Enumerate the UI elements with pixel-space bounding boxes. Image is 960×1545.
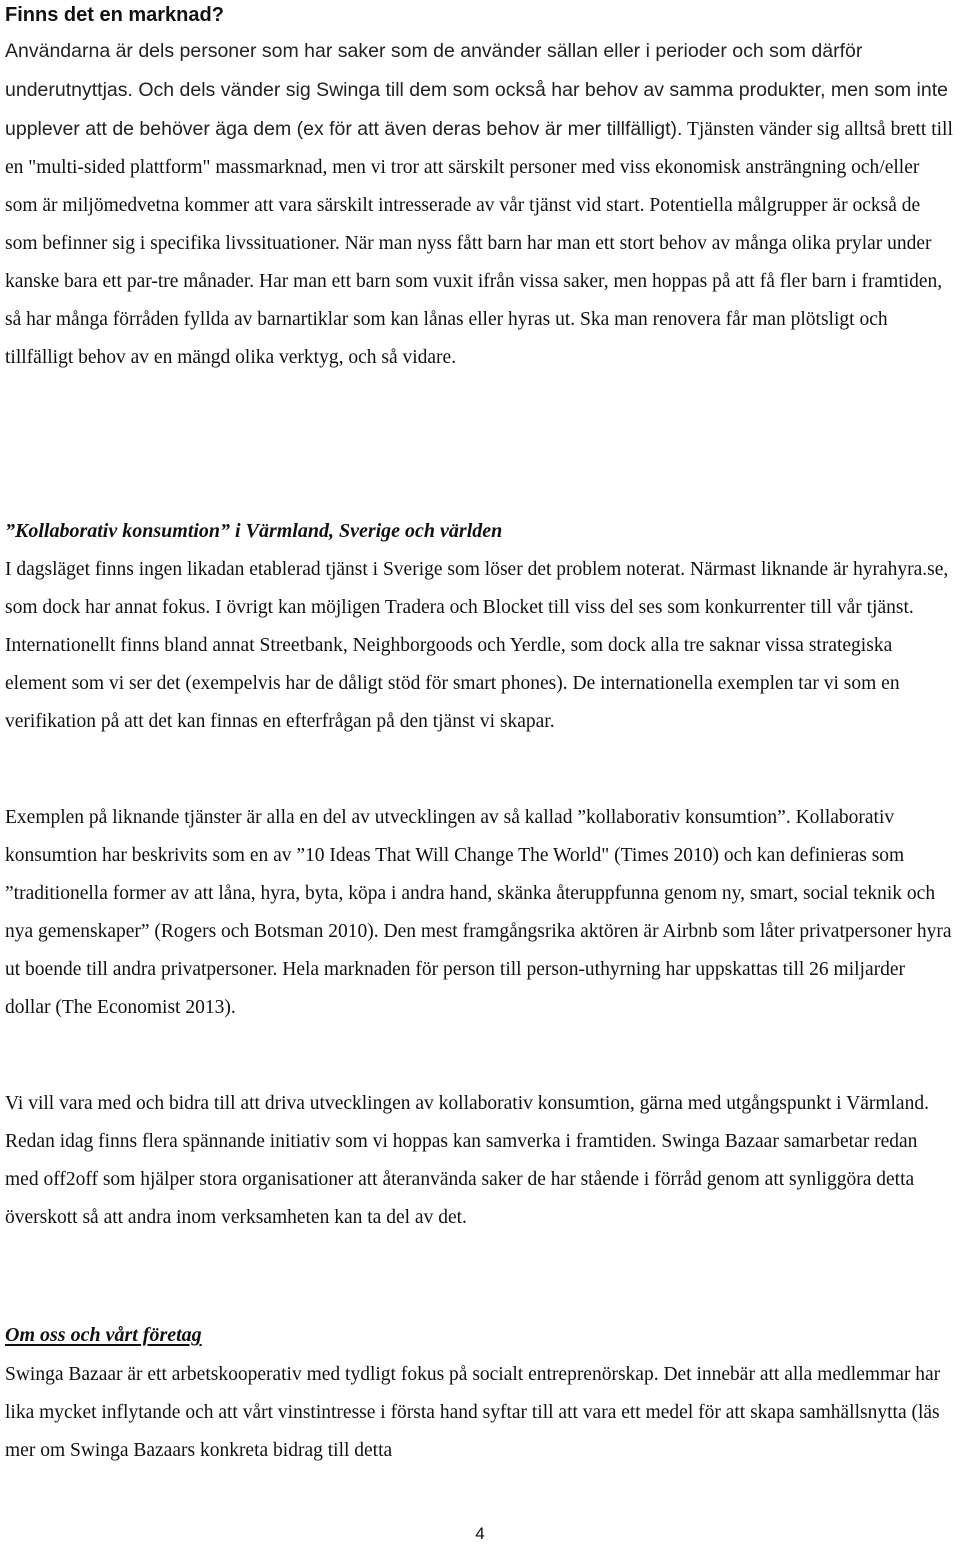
paragraph-market-intro: Användarna är dels personer som har saker som de använder sällan eller i perioder och som därför underutnyttjas. Och dels vänder sig Swinga till dem som också har behov av samma produkter, men som inte upplever att de behöver äga dem (ex för att även deras behov är mer tillfälligt). bbox=[5, 40, 948, 140]
paragraph-market-body: Tjänsten vänder sig alltså brett till en "multi-sided plattform" massmarknad, men vi tror att särskilt personer med viss ekonomisk ansträngning och/eller som är miljömedvetna kommer att vara särskilt intresserade av vår tjänst vid start. Potentiella målgrupper är också de som befinner sig i specifika livssituationer. När man nyss fått barn har man ett stort behov av många olika prylar under kanske bara ett par-tre månader. Har man ett barn som vuxit ifrån vissa saker, men hoppas på att få fler barn i framtiden, så har många förråden fyllda av barnartiklar som kan lånas eller hyras ut. Ska man renovera får man plötsligt och tillfälligt behov av en mängd olika verktyg, och så vidare. bbox=[5, 119, 953, 368]
section-heading-about: Om oss och vårt företag bbox=[5, 1324, 202, 1346]
paragraph-collaborative-consumption: Exemplen på liknande tjänster är alla en del av utvecklingen av så kallad ”kollaborativ konsumtion”. Kollaborativ konsumtion har beskrivits som en av ”10 Ideas That Will Change The World" (Times 2010) och kan definieras som ”traditionella former av att låna, hyra, byta, köpa i andra hand, skänka återuppfunna genom ny, smart, social teknik och nya gemenskaper” (Rogers och Botsman 2010). Den mest framgångsrika aktören är Airbnb som låter privatpersoner hyra ut boende till andra privatpersoner. Hela marknaden för person till person-uthyrning har uppskattas till 26 miljarder dollar (The Economist 2013). bbox=[5, 807, 952, 1018]
page-number: 4 bbox=[475, 1524, 485, 1543]
paragraph-varmland: Vi vill vara med och bidra till att driva utvecklingen av kollaborativ konsumtion, gärna med utgångspunkt i Värmland. Redan idag finns flera spännande initiativ som vi hoppas kan samverka i framtiden. Swinga Bazaar samarbetar redan med off2off som hjälper stora organisationer att återanvända saker de har stående i förråd genom att synliggöra detta överskott så att andra inom verksamheten kan ta del av det. bbox=[5, 1093, 929, 1228]
paragraph-competitors: I dagsläget finns ingen likadan etablerad tjänst i Sverige som löser det problem noterat. Närmast liknande är hyrahyra.se, som dock har annat fokus. I övrigt kan möjligen Tradera och Blocket till viss del ses som konkurrenter till vår tjänst. Internationellt finns bland annat Streetbank, Neighborgoods och Yerdle, som dock alla tre saknar vissa strategiska element som vi ser det (exempelvis har de dåligt stöd för smart phones). De internationella exemplen tar vi som en verifikation på att det kan finnas en efterfrågan på den tjänst vi skapar. bbox=[5, 559, 949, 732]
paragraph-about: Swinga Bazaar är ett arbetskooperativ med tydligt fokus på socialt entreprenörskap. Det innebär att alla medlemmar har lika mycket inflytande och att vårt vinstintresse i första hand syftar till att vara ett medel för att skapa samhällsnytta (läs mer om Swinga Bazaars konkreta bidrag till detta bbox=[5, 1364, 941, 1461]
section-heading-kollaborativ: ”Kollaborativ konsumtion” i Värmland, Sverige och världen bbox=[5, 520, 503, 542]
paragraph-market bbox=[5, 32, 955, 377]
section-title-market: Finns det en marknad? bbox=[5, 4, 224, 26]
